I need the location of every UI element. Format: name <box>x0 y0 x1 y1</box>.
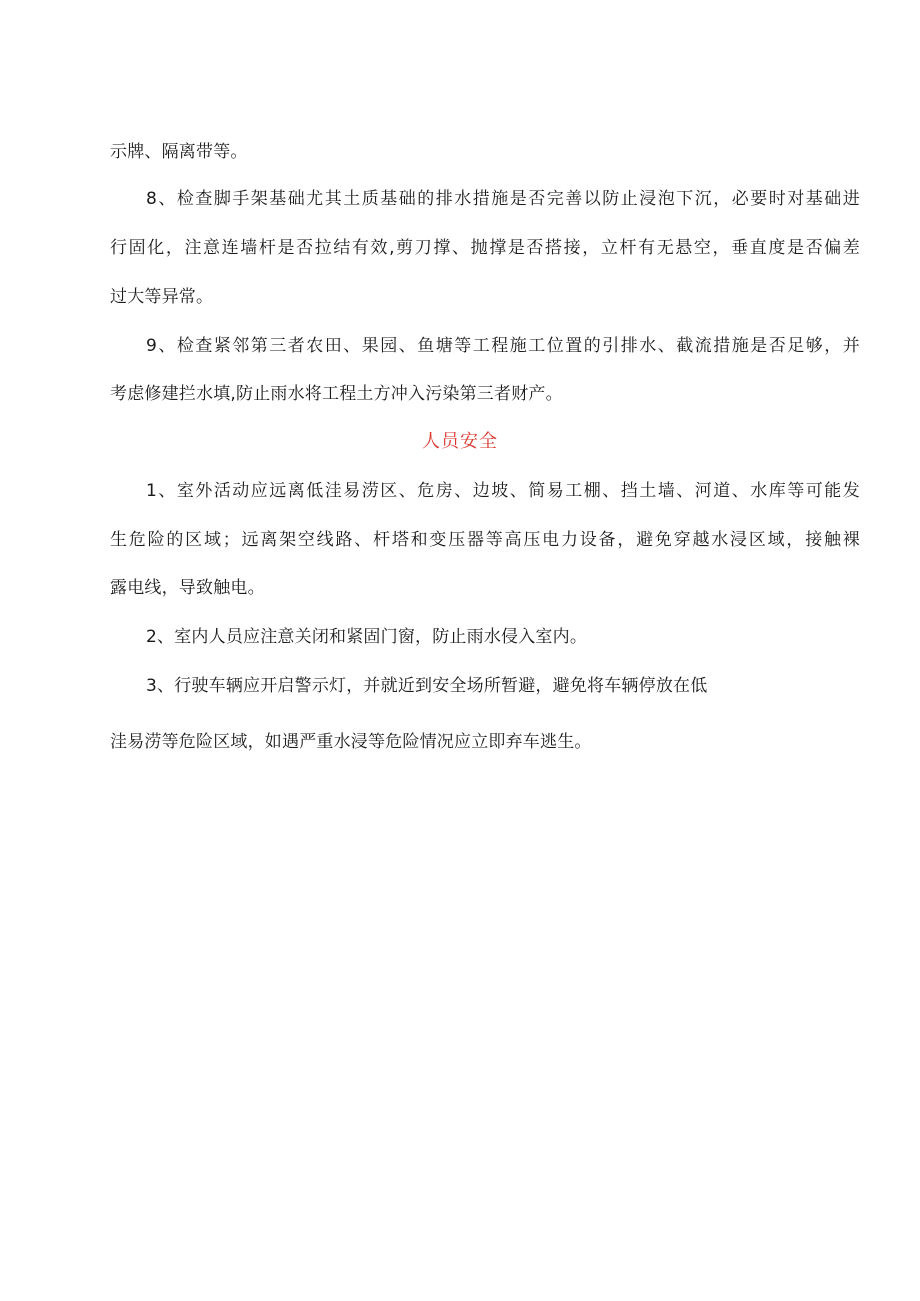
paragraph-line: 8、检查脚手架基础尤其土质基础的排水措施是否完善以防止浸泡下沉，必要时对基础进 <box>146 189 860 209</box>
section-heading: 人员安全 <box>422 431 498 452</box>
paragraph-line: 1、室外活动应远离低洼易涝区、危房、边坡、简易工棚、挡土墙、河道、水库等可能发 <box>146 481 860 501</box>
paragraph-line: 示牌、隔离带等。 <box>110 142 248 162</box>
paragraph-line: 考虑修建拦水填,防止雨水将工程土方冲入污染第三者财产。 <box>110 384 563 404</box>
paragraph-line: 露电线，导致触电。 <box>110 578 265 598</box>
paragraph-line: 2、室内人员应注意关闭和紧固门窗，防止雨水侵入室内。 <box>146 627 588 647</box>
paragraph-line: 行固化，注意连墙杆是否拉结有效,剪刀撑、抛撑是否搭接，立杆有无悬空，垂直度是否偏差 <box>110 238 860 258</box>
paragraph-line: 3、行驶车辆应开启警示灯，并就近到安全场所暂避，避免将车辆停放在低 <box>146 676 708 696</box>
paragraph-line: 洼易涝等危险区域，如遇严重水浸等危险情况应立即弃车逃生。 <box>110 732 592 752</box>
paragraph-line: 过大等异常。 <box>110 287 214 307</box>
paragraph-line: 生危险的区域；远离架空线路、杆塔和变压器等高压电力设备，避免穿越水浸区域，接触裸 <box>110 530 860 550</box>
paragraph-line: 9、检查紧邻第三者农田、果园、鱼塘等工程施工位置的引排水、截流措施是否足够，并 <box>146 336 860 356</box>
